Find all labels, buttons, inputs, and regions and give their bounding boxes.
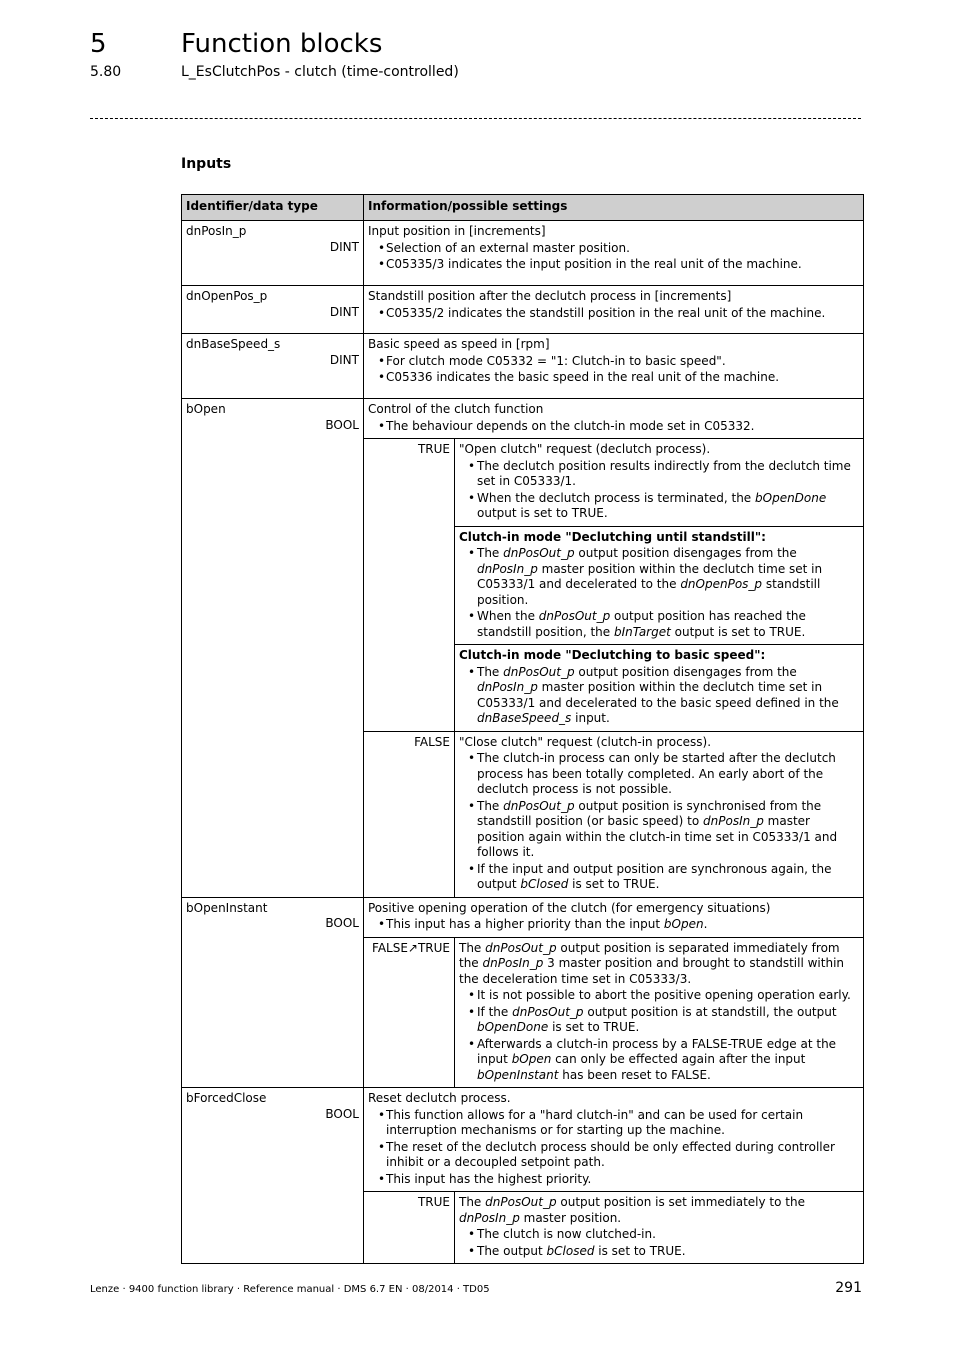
data-type: DINT: [329, 352, 359, 367]
description-cell: [455, 937, 864, 1088]
list-item: • If the input and output position are synchronous again, the output bClosed is set to TRUE.: [459, 862, 859, 893]
bullet-list: [368, 306, 859, 322]
list-item: • C05335/2 indicates the standstill position in the real unit of the machine.: [368, 306, 859, 322]
section-title: L_EsClutchPos - clutch (time-controlled): [181, 64, 459, 80]
bullet-list: [459, 459, 859, 522]
page-number: 291: [835, 1280, 862, 1296]
column-header-identifier: Identifier/data type: [182, 195, 364, 221]
list-item: • C05336 indicates the basic speed in the real unit of the machine.: [368, 370, 859, 386]
info-cell: [364, 897, 864, 937]
identifier-cell: [182, 221, 364, 286]
info-text: Control of the clutch function: [368, 402, 544, 416]
info-text: Positive opening operation of the clutch (for emergency situations): [368, 900, 771, 915]
data-type: BOOL: [325, 916, 359, 930]
list-item: • The behaviour depends on the clutch-in mode set in C05332.: [368, 419, 859, 435]
header-divider: [90, 118, 861, 119]
list-item: • The dnPosOut_p output position is synchronised from the standstill position (or basic speed) to dnPosIn_p master position again within the clutch-in time set in C05333/1 and follows it.: [459, 799, 859, 861]
description-cell: [455, 526, 864, 645]
info-cell: [364, 399, 864, 439]
identifier-cell: [182, 334, 364, 399]
mode-title: Clutch-in mode "Declutching to basic speed":: [459, 648, 766, 662]
list-item: • This input has a higher priority than the input bOpen.: [368, 917, 859, 933]
list-item: • When the declutch process is terminated, the bOpenDone output is set to TRUE.: [459, 491, 859, 522]
value-cell: FALSE↗TRUE: [364, 937, 455, 1088]
description-text: "Close clutch" request (clutch-in process).: [459, 734, 712, 749]
info-cell: [364, 286, 864, 334]
mode-title: Clutch-in mode "Declutching until standstill":: [459, 529, 766, 544]
table-row: [182, 897, 864, 937]
list-item: • Afterwards a clutch-in process by a FALSE-TRUE edge at the input bOpen can only be effected again after the input bOpenInstant has been reset to FALSE.: [459, 1037, 859, 1084]
bullet-list: [368, 917, 859, 933]
list-item: • It is not possible to abort the positive opening operation early.: [459, 988, 859, 1004]
identifier-name: bOpen: [186, 402, 226, 416]
info-text: Reset declutch process.: [368, 1091, 511, 1105]
chapter-title: Function blocks: [181, 29, 383, 59]
description-cell: [455, 731, 864, 897]
identifier-cell: [182, 286, 364, 334]
identifier-cell: [182, 399, 364, 898]
identifier-name: bForcedClose: [186, 1091, 267, 1105]
info-text: Standstill position after the declutch process in [increments]: [368, 289, 732, 303]
bullet-list: [368, 1108, 859, 1188]
info-text: Basic speed as speed in [rpm]: [368, 337, 550, 351]
description-text: The dnPosOut_p output position is separated immediately from the dnPosIn_p 3 master position and brought to standstill within the deceleration time set in C05333/3.: [459, 940, 845, 986]
data-type: BOOL: [325, 417, 359, 432]
bullet-list: [368, 419, 859, 435]
list-item: • The reset of the declutch process should be only effected during controller inhibit or a decoupled setpoint path.: [368, 1140, 859, 1171]
column-header-information: Information/possible settings: [364, 195, 864, 221]
bullet-list: [459, 1227, 859, 1259]
inputs-table: [181, 194, 864, 1264]
value-cell: FALSE: [364, 731, 455, 897]
chapter-number: 5: [90, 29, 107, 59]
list-item: • The clutch-in process can only be started after the declutch process has been totally completed. An early abort of the declutch process is not possible.: [459, 751, 859, 798]
description-cell: [455, 1192, 864, 1264]
identifier-cell: [182, 1088, 364, 1264]
table-row: [182, 286, 864, 334]
list-item: • The dnPosOut_p output position disengages from the dnPosIn_p master position within the declutch time set in C05333/1 and decelerated to the basic speed defined in the dnBaseSpeed_s input.: [459, 665, 859, 727]
list-item: • For clutch mode C05332 = "1: Clutch-in to basic speed".: [368, 354, 859, 370]
list-item: • The declutch position results indirectly from the declutch time set in C05333/1.: [459, 459, 859, 490]
value-cell: TRUE: [364, 439, 455, 732]
identifier-name: dnBaseSpeed_s: [186, 337, 281, 351]
value-cell: TRUE: [364, 1192, 455, 1264]
table-row: [182, 334, 864, 399]
bullet-list: [459, 665, 859, 727]
info-cell: [364, 334, 864, 399]
list-item: • This function allows for a "hard clutch-in" and can be used for certain interruption mechanisms or for starting up the machine.: [368, 1108, 859, 1139]
table-row: [182, 221, 864, 286]
list-item: • Selection of an external master position.: [368, 241, 859, 257]
identifier-cell: [182, 897, 364, 1088]
bullet-list: [368, 241, 859, 273]
identifier-name: dnPosIn_p: [186, 224, 247, 238]
bullet-list: [459, 988, 859, 1083]
identifier-name: bOpenInstant: [186, 900, 268, 915]
list-item: • If the dnPosOut_p output position is at standstill, the output bOpenDone is set to TRUE.: [459, 1005, 859, 1036]
footer-text: Lenze · 9400 function library · Reference manual · DMS 6.7 EN · 08/2014 · TD05: [90, 1284, 490, 1295]
info-text: Input position in [increments]: [368, 224, 546, 238]
table-row: [182, 1088, 864, 1192]
inputs-heading: Inputs: [181, 156, 232, 172]
list-item: • The output bClosed is set to TRUE.: [459, 1244, 859, 1260]
info-cell: [364, 221, 864, 286]
description-text: The dnPosOut_p output position is set immediately to the dnPosIn_p master position.: [459, 1195, 805, 1225]
description-cell: [455, 645, 864, 732]
bullet-list: [459, 546, 859, 640]
data-type: DINT: [329, 304, 359, 319]
data-type: DINT: [329, 239, 359, 254]
list-item: • This input has the highest priority.: [368, 1172, 859, 1188]
section-number: 5.80: [90, 64, 122, 80]
list-item: • C05335/3 indicates the input position in the real unit of the machine.: [368, 257, 859, 273]
info-cell: [364, 1088, 864, 1192]
table-header-row: [182, 195, 864, 221]
description-cell: [455, 439, 864, 527]
list-item: • The dnPosOut_p output position disengages from the dnPosIn_p master position within the declutch time set in C05333/1 and decelerated to the dnOpenPos_p standstill position.: [459, 546, 859, 608]
list-item: • When the dnPosOut_p output position has reached the standstill position, the bInTarget output is set to TRUE.: [459, 609, 859, 640]
data-type: BOOL: [325, 1106, 359, 1121]
list-item: • The clutch is now clutched-in.: [459, 1227, 859, 1243]
bullet-list: [368, 354, 859, 386]
table-row: [182, 399, 864, 439]
description-text: "Open clutch" request (declutch process).: [459, 442, 711, 456]
bullet-list: [459, 751, 859, 893]
identifier-name: dnOpenPos_p: [186, 289, 268, 303]
